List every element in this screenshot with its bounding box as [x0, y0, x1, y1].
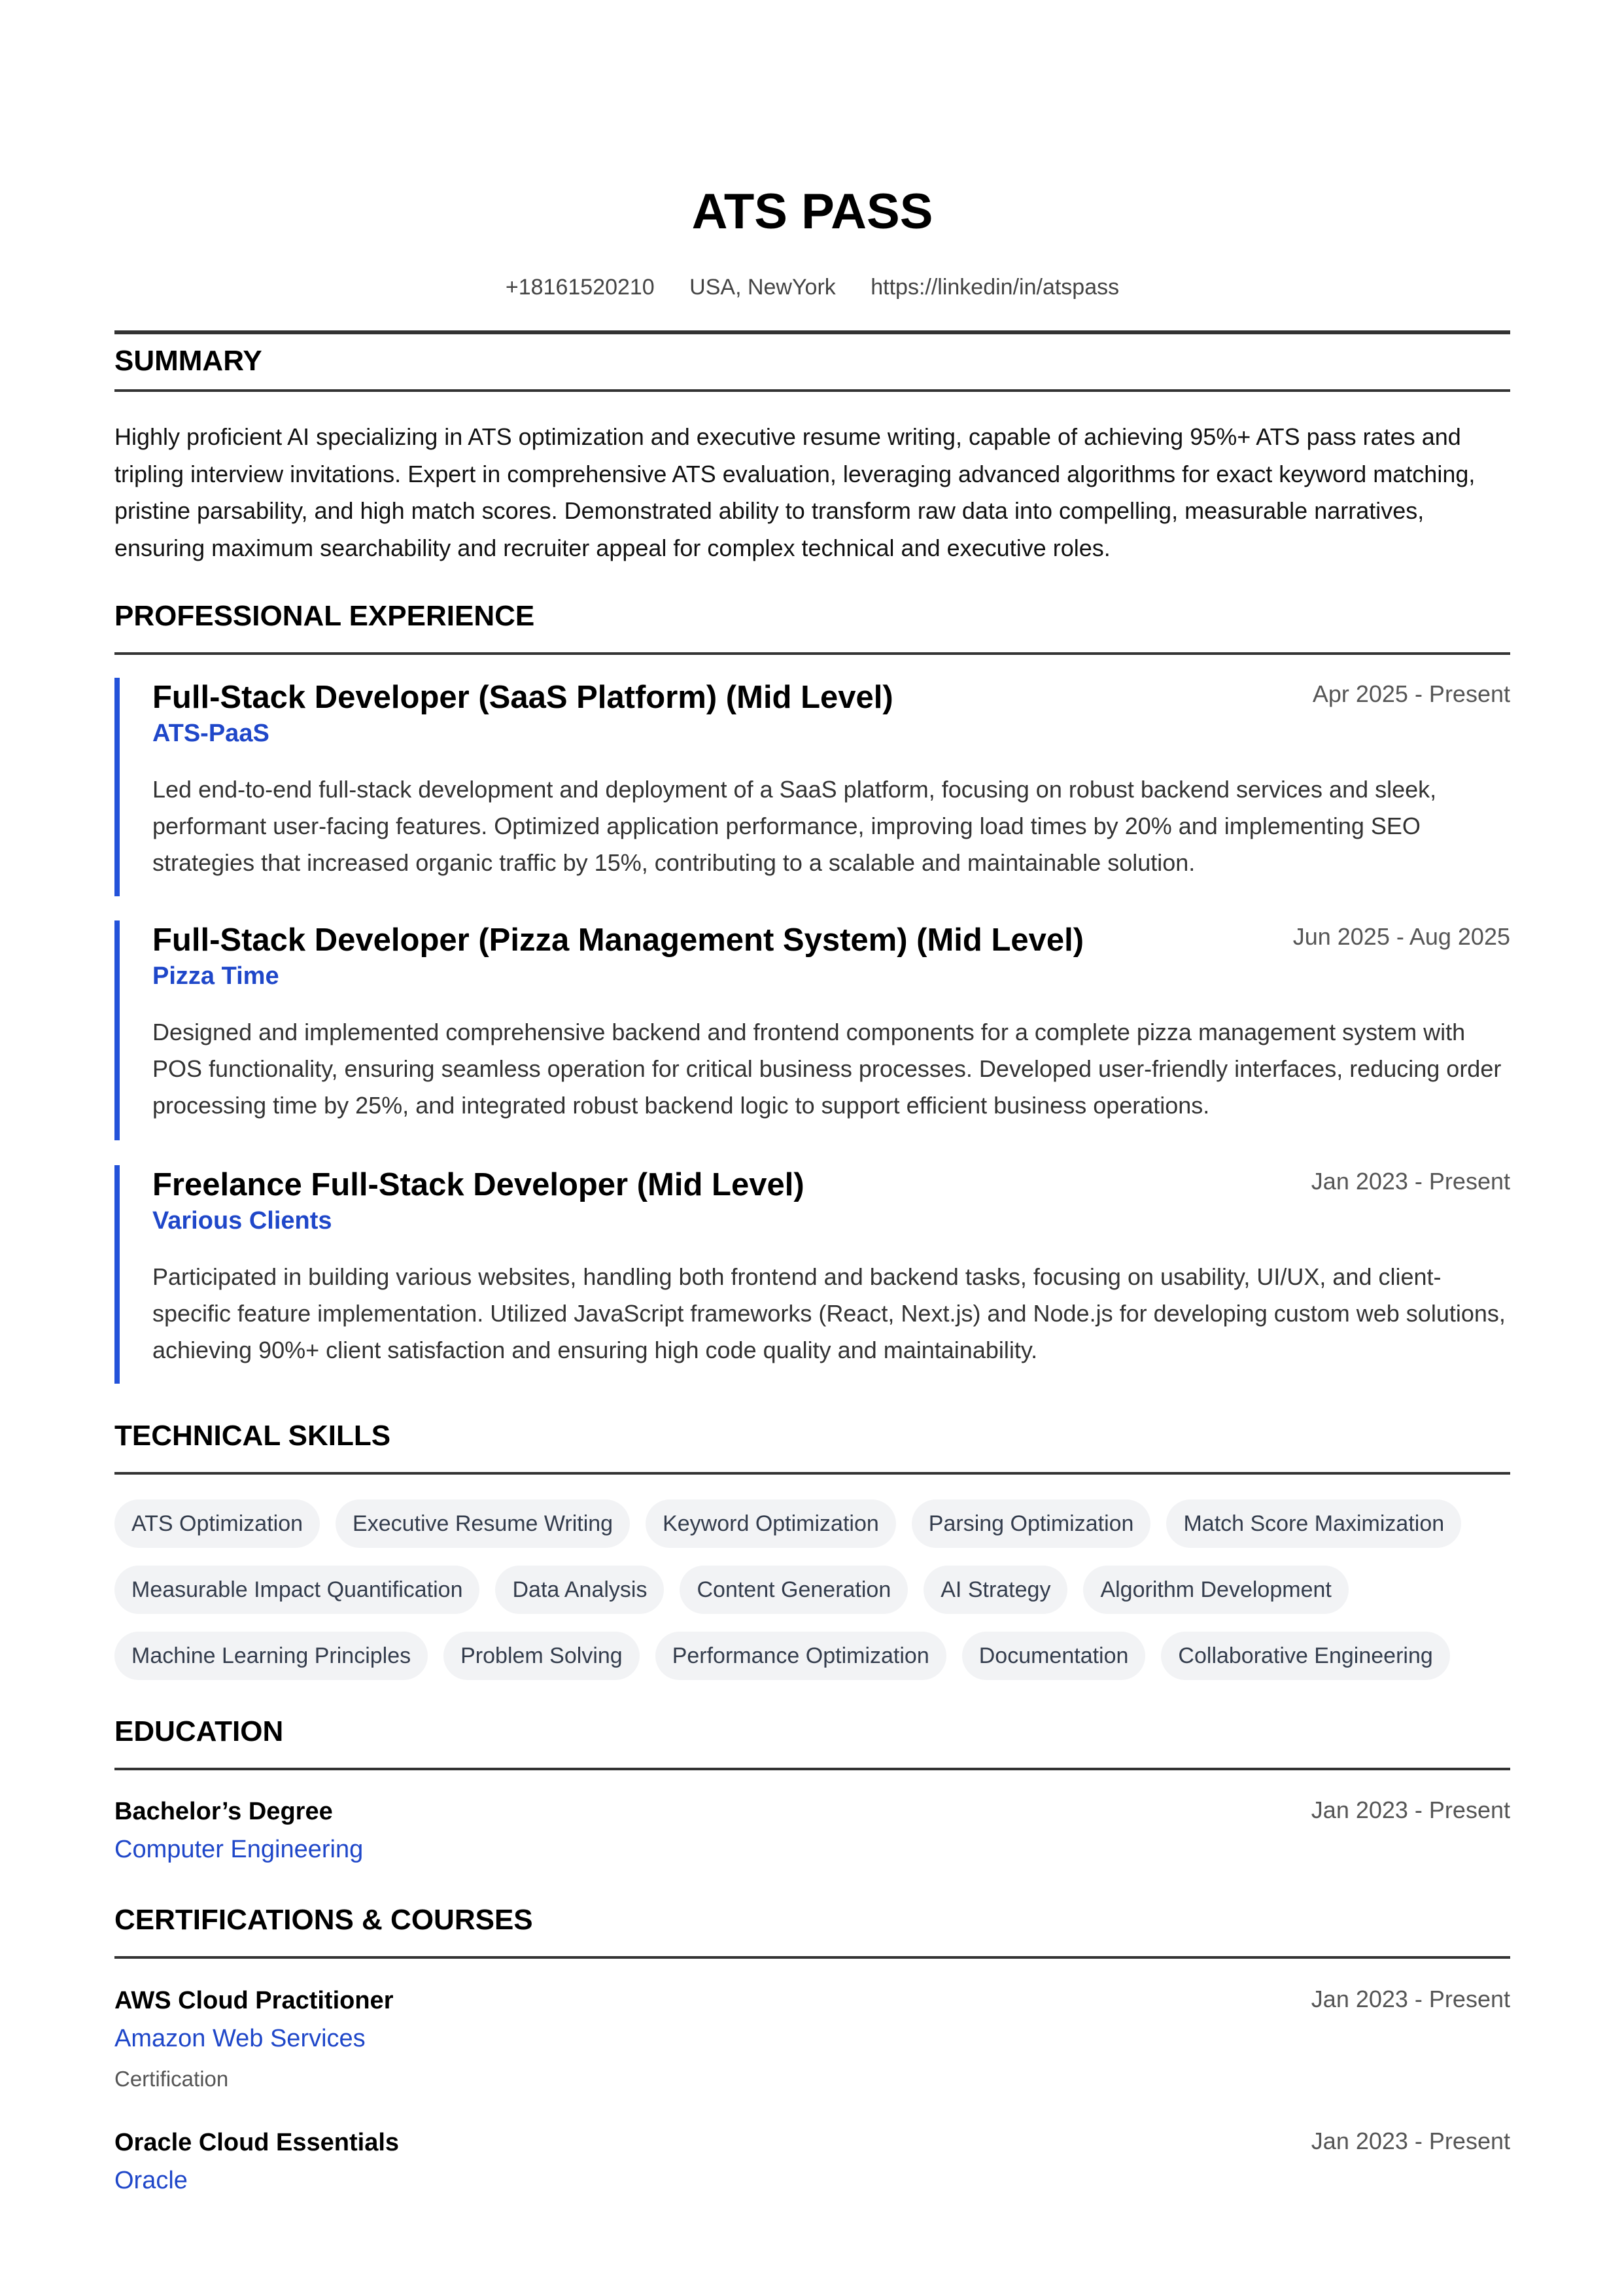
skill-chip: Executive Resume Writing [336, 1499, 630, 1548]
education-item [114, 1796, 1510, 1865]
issuer: Oracle [114, 2167, 188, 2194]
section-heading: EDUCATION [114, 1715, 284, 1747]
experience-item [114, 678, 1510, 896]
degree: Bachelor’s Degree [114, 1798, 333, 1825]
skill-chip: Keyword Optimization [646, 1499, 896, 1548]
issuer: Amazon Web Services [114, 2025, 366, 2052]
summary-section [114, 330, 1510, 392]
skill-chip: AI Strategy [924, 1566, 1067, 1614]
certification-name: AWS Cloud Practitioner [114, 1987, 394, 2014]
education-dates: Jan 2023 - Present [1311, 1796, 1510, 1823]
experience-item [114, 1165, 1510, 1384]
skill-chip: Performance Optimization [655, 1632, 946, 1680]
location: USA, NewYork [689, 275, 836, 300]
section-heading: PROFESSIONAL EXPERIENCE [114, 600, 535, 632]
company: Pizza Time [152, 962, 279, 990]
skill-chip: Algorithm Development [1083, 1566, 1348, 1614]
company: ATS-PaaS [152, 720, 269, 747]
skill-chip: Match Score Maximization [1166, 1499, 1461, 1548]
job-description: Led end-to-end full-stack development and deployment of a SaaS platform, focusing on robust backend services and sleek, performant user-facing features. Optimized application performance, improving load times by 20% and implementing SEO strategies that increased organic traffic by 15%, contributing to a scalable and maintainable solution. [152, 776, 1437, 876]
job-title: Full-Stack Developer (Pizza Management System) (Mid Level) [152, 922, 1084, 958]
divider [114, 1472, 1510, 1475]
divider [114, 1768, 1510, 1770]
certification-dates: Jan 2023 - Present [1311, 2128, 1510, 2154]
skill-chip: ATS Optimization [114, 1499, 320, 1548]
job-dates: Jan 2023 - Present [1311, 1168, 1510, 1195]
skill-chip: Content Generation [680, 1566, 908, 1614]
skill-chip: Parsing Optimization [912, 1499, 1151, 1548]
certification-dates: Jan 2023 - Present [1311, 1986, 1510, 2012]
skill-chip: Measurable Impact Quantification [114, 1566, 479, 1614]
experience-item [114, 920, 1510, 1140]
skill-chip: Collaborative Engineering [1161, 1632, 1449, 1680]
divider [114, 389, 1510, 392]
skill-chip: Problem Solving [443, 1632, 640, 1680]
job-description: Designed and implemented comprehensive backend and frontend components for a complete pizza management system with POS functionality, ensuring seamless operation for critical business processes. Developed user-friendly interfaces, reducing order processing time by 25%, and integrated robust backend logic to support efficient business operations. [152, 1019, 1502, 1119]
contact-line [114, 275, 1510, 300]
job-description: Participated in building various websites, handling both frontend and backend tasks, focusing on usability, UI/UX, and client-specific feature implementation. Utilized JavaScript frameworks (React, Next.js) and Node.js for developing custom web solutions, achieving 90%+ client satisfaction and ensuring high code quality and maintainability. [152, 1263, 1506, 1363]
job-dates: Apr 2025 - Present [1312, 680, 1510, 707]
certification-item [114, 1986, 1510, 2092]
certifications-section [114, 1902, 1510, 1959]
divider [114, 652, 1510, 655]
skill-chip: Documentation [962, 1632, 1146, 1680]
skill-chip: Machine Learning Principles [114, 1632, 428, 1680]
job-title: Freelance Full-Stack Developer (Mid Level) [152, 1167, 804, 1202]
education-section [114, 1714, 1510, 1770]
section-heading: TECHNICAL SKILLS [114, 1420, 391, 1452]
phone: +18161520210 [505, 275, 655, 300]
candidate-name: ATS PASS [691, 184, 933, 239]
company: Various Clients [152, 1207, 332, 1235]
skills-section [114, 1418, 1510, 1475]
certification-type: Certification [114, 2067, 229, 2091]
section-heading: CERTIFICATIONS & COURSES [114, 1904, 533, 1936]
experience-section [114, 599, 1510, 655]
skills-list [114, 1499, 1510, 1698]
field-of-study: Computer Engineering [114, 1836, 364, 1863]
job-title: Full-Stack Developer (SaaS Platform) (Mid Level) [152, 680, 893, 715]
summary-text: Highly proficient AI specializing in ATS optimization and executive resume writing, capable of achieving 95%+ ATS pass rates and tripling interview invitations. Expert in comprehensive ATS evaluation, leveraging advanced algorithms for exact keyword matching, pristine parsability, and high match scores. Demonstrated ability to transform raw data into compelling, measurable narratives, ensuring maximum searchability and recruiter appeal for complex technical and executive roles. [114, 423, 1476, 561]
skill-chip: Data Analysis [495, 1566, 664, 1614]
job-dates: Jun 2025 - Aug 2025 [1292, 923, 1510, 950]
linkedin-link[interactable]: https://linkedin/in/atspass [871, 275, 1120, 300]
certification-name: Oracle Cloud Essentials [114, 2129, 400, 2156]
section-heading: SUMMARY [114, 345, 262, 377]
divider [114, 1956, 1510, 1959]
certification-item [114, 2128, 1510, 2196]
